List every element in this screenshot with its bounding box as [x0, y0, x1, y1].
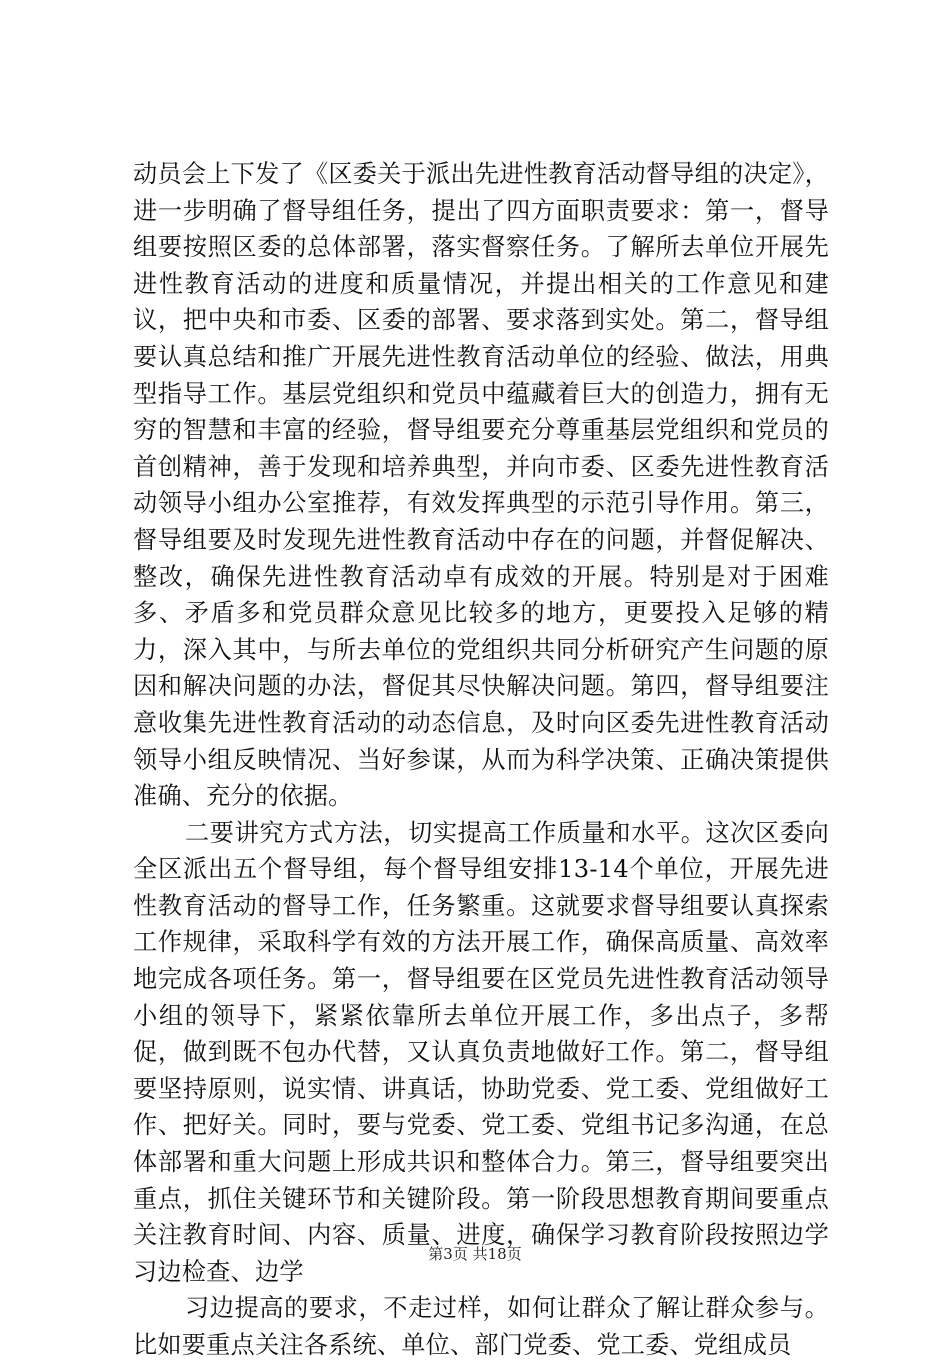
paragraph-continuation: 习边提高的要求，不走过样，如何让群众了解让群众参与。比如要重点关注各系统、单位、部门党委、党工委、党组成员	[133, 1294, 829, 1359]
document-body	[133, 156, 829, 1364]
page-footer: 第3页 共18页	[428, 1245, 522, 1263]
paragraph-duties: 动员会上下发了《区委关于派出先进性教育活动督导组的决定》，进一步明确了督导组任务，提出了四方面职责要求：第一，督导组要按照区委的总体部署，落实督察任务。了解所去单位开展先进性教育活动的进度和质量情况，并提出相关的工作意见和建议，把中央和市委、区委的部署、要求落到实处。第二，督导组要认真总结和推广开展先进性教育活动单位的经验、做法，用典型指导工作。基层党组织和党员中蕴藏着巨大的创造力，拥有无穷的智慧和丰富的经验，督导组要充分尊重基层党组织和党员的首创精神，善于发现和培养典型，并向市委、区委先进性教育活动领导小组办公室推荐，有效发挥典型的示范引导作用。第三，督导组要及时发现先进性教育活动中存在的问题，并督促解决、整改，确保先进性教育活动卓有成效的开展。特别是对于困难多、矛盾多和党员群众意见比较多的地方，更要投入足够的精力，深入其中，与所去单位的党组织共同分析研究产生问题的原因和解决问题的办法，督促其尽快解决问题。第四，督导组要注意收集先进性教育活动的动态信息，及时向区委先进性教育活动领导小组反映情况、当好参谋，从而为科学决策、正确决策提供准确、充分的依据。	[133, 160, 829, 811]
paragraph-methods: 二要讲究方式方法，切实提高工作质量和水平。这次区委向全区派出五个督导组，每个督导组安排13-14个单位，开展先进性教育活动的督导工作，任务繁重。这就要求督导组要认真探索工作规律，采取科学有效的方法开展工作，确保高质量、高效率地完成各项任务。第一，督导组要在区党员先进性教育活动领导小组的领导下，紧紧依靠所去单位开展工作，多出点子，多帮促，做到既不包办代替，又认真负责地做好工作。第二，督导组要坚持原则，说实情、讲真话，协助党委、党工委、党组做好工作、把好关。同时，要与党委、党工委、党组书记多沟通，在总体部署和重大问题上形成共识和整体合力。第三，督导组要突出重点，抓住关键环节和关键阶段。第一阶段思想教育期间要重点关注教育时间、内容、质量、进度，确保学习教育阶段按照边学习边检查、边学	[133, 818, 829, 1286]
